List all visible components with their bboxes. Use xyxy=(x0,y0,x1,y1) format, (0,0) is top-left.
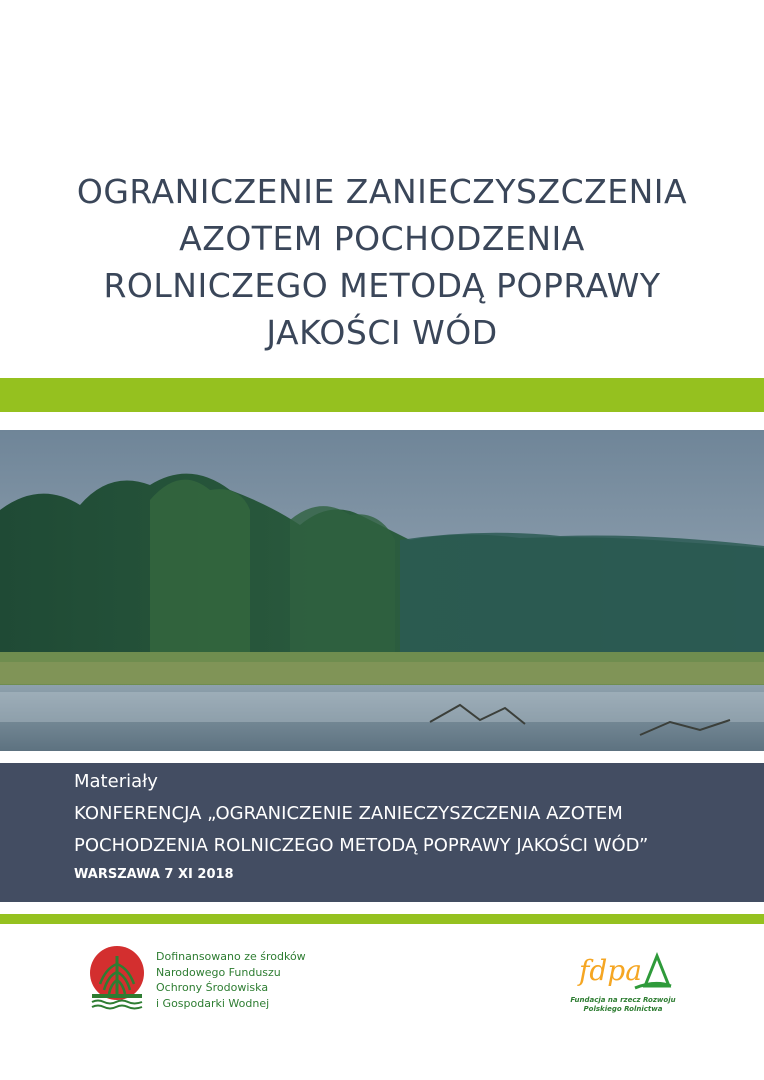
title-line-4: JAKOŚCI WÓD xyxy=(266,313,498,352)
document-title xyxy=(0,168,764,356)
conference-info-panel xyxy=(0,763,764,902)
funding-line-3: Ochrony Środowiska xyxy=(156,981,269,994)
nfosigw-logo xyxy=(88,944,146,1010)
green-divider-top xyxy=(0,378,764,412)
conference-title-line-1: KONFERENCJA „OGRANICZENIE ZANIECZYSZCZENIA AZOTEM xyxy=(74,803,623,824)
fdpa-logo-text: fdpa xyxy=(579,954,642,987)
fdpa-caption xyxy=(563,996,683,1014)
fdpa-caption-line-2: Polskiego Rolnictwa xyxy=(583,1005,663,1013)
conference-title-line-2: POCHODZENIA ROLNICZEGO METODĄ POPRAWY JAKOŚCI WÓD” xyxy=(74,835,649,856)
title-line-1: OGRANICZENIE ZANIECZYSZCZENIA xyxy=(76,172,688,211)
materials-label: Materiały xyxy=(74,771,158,792)
funding-line-2: Narodowego Funduszu xyxy=(156,965,281,979)
funding-line-1: Dofinansowano ze środków xyxy=(156,950,306,963)
fdpa-caption-line-1: Fundacja na rzecz Rozwoju xyxy=(570,996,676,1004)
title-line-2: AZOTEM POCHODZENIA xyxy=(179,219,585,258)
title-line-3: ROLNICZEGO METODĄ POPRAWY xyxy=(103,266,661,305)
funding-note xyxy=(156,949,306,1011)
place-date: WARSZAWA 7 XI 2018 xyxy=(74,867,234,882)
green-divider-bottom xyxy=(0,914,764,924)
cover-photo xyxy=(0,430,764,751)
funding-line-4: i Gospodarki Wodnej xyxy=(156,996,270,1010)
